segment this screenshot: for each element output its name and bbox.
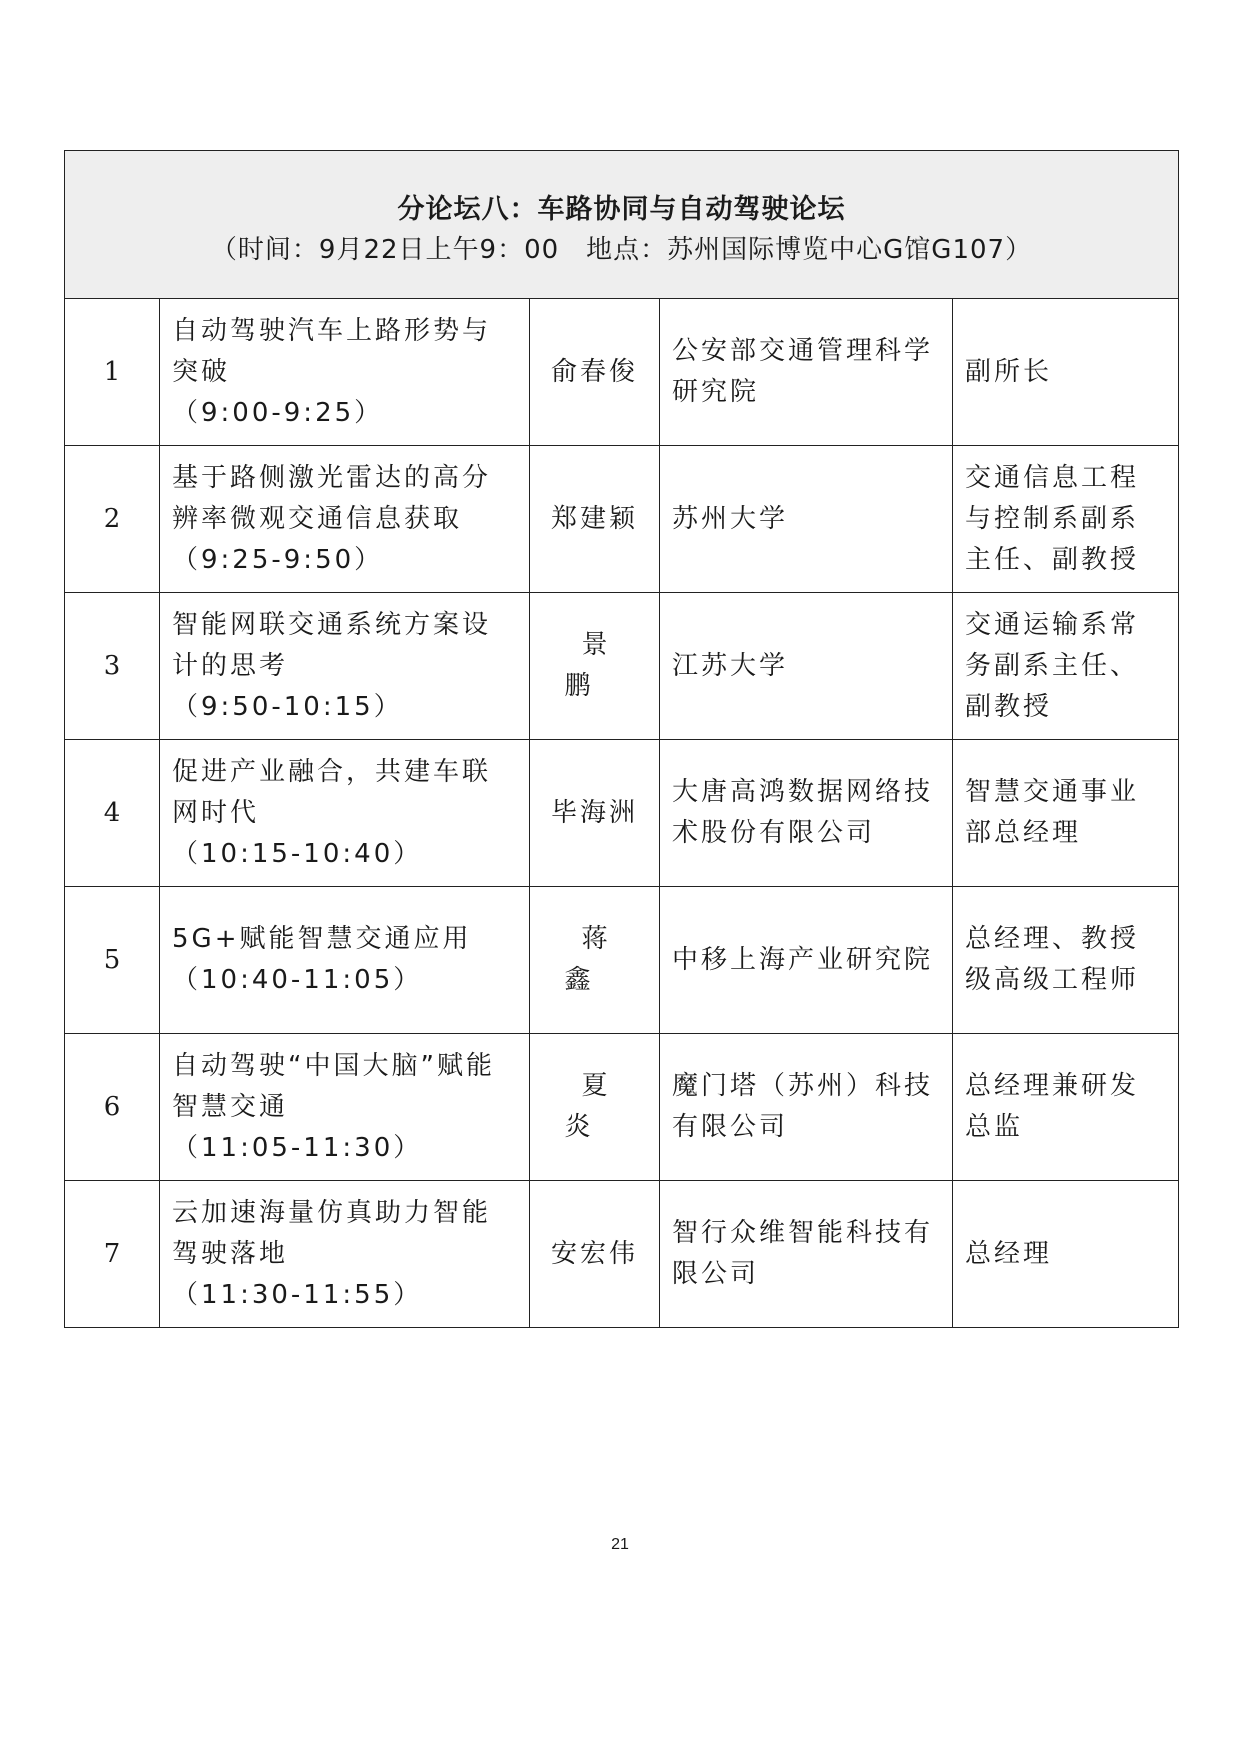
speaker-name-text: 夏炎 (564, 1071, 642, 1142)
topic-cell (160, 299, 530, 446)
topic-time: （11:05-11:30） (172, 1132, 423, 1163)
topic-cell (160, 1181, 530, 1328)
table-row (65, 446, 1179, 593)
forum-schedule-table (64, 150, 1179, 1328)
speaker-name: 郑建颖 (530, 446, 660, 593)
topic-title: 促进产业融合，共建车联网时代 (172, 756, 492, 828)
table-row (65, 740, 1179, 887)
organization: 中移上海产业研究院 (660, 887, 953, 1034)
speaker-title: 总经理 (953, 1181, 1179, 1328)
table-row (65, 299, 1179, 446)
forum-header (65, 151, 1179, 299)
speaker-title: 智慧交通事业部总经理 (953, 740, 1179, 887)
speaker-name (530, 593, 660, 740)
table-row (65, 1034, 1179, 1181)
table-row (65, 887, 1179, 1034)
topic-cell (160, 1034, 530, 1181)
topic-cell (160, 593, 530, 740)
forum-subtitle: （时间：9月22日上午9：00 地点：苏州国际博览中心G馆G107） (210, 234, 1033, 265)
organization: 魔门塔（苏州）科技有限公司 (660, 1034, 953, 1181)
organization: 大唐高鸿数据网络技术股份有限公司 (660, 740, 953, 887)
organization: 苏州大学 (660, 446, 953, 593)
topic-cell (160, 740, 530, 887)
topic-time: （10:40-11:05） (172, 965, 423, 995)
organization: 公安部交通管理科学研究院 (660, 299, 953, 446)
speaker-name-text: 蒋鑫 (564, 924, 642, 995)
topic-time: （9:25-9:50） (172, 544, 384, 575)
speaker-name (530, 887, 660, 1034)
topic-time: （10:15-10:40） (172, 838, 423, 869)
row-number: 1 (65, 299, 160, 446)
topic-time: （9:00-9:25） (172, 397, 384, 428)
topic-title: 基于路侧激光雷达的高分辨率微观交通信息获取 (172, 462, 492, 534)
row-number: 6 (65, 1034, 160, 1181)
topic-time: （11:30-11:55） (172, 1279, 423, 1310)
page-number: 21 (611, 1536, 629, 1553)
topic-cell (160, 887, 530, 1034)
forum-title: 分论坛八：车路协同与自动驾驶论坛 (397, 193, 846, 225)
table-row (65, 593, 1179, 740)
speaker-title: 总经理兼研发总监 (953, 1034, 1179, 1181)
speaker-name-text: 景鹏 (564, 630, 642, 701)
speaker-name: 俞春俊 (530, 299, 660, 446)
table-row (65, 1181, 1179, 1328)
speaker-title: 总经理、教授级高级工程师 (953, 887, 1179, 1034)
organization: 智行众维智能科技有限公司 (660, 1181, 953, 1328)
speaker-name (530, 1034, 660, 1181)
row-number: 4 (65, 740, 160, 887)
row-number: 2 (65, 446, 160, 593)
topic-title: 云加速海量仿真助力智能驾驶落地 (172, 1197, 492, 1269)
organization: 江苏大学 (660, 593, 953, 740)
topic-title: 5G+赋能智慧交通应用 (172, 924, 472, 954)
row-number: 3 (65, 593, 160, 740)
row-number: 7 (65, 1181, 160, 1328)
speaker-title: 交通运输系常务副系主任、副教授 (953, 593, 1179, 740)
speaker-title: 交通信息工程与控制系副系主任、副教授 (953, 446, 1179, 593)
topic-cell (160, 446, 530, 593)
row-number: 5 (65, 887, 160, 1034)
topic-time: （9:50-10:15） (172, 691, 403, 722)
topic-title: 智能网联交通系统方案设计的思考 (172, 609, 492, 681)
topic-title: 自动驾驶汽车上路形势与突破 (172, 315, 492, 387)
speaker-name: 毕海洲 (530, 740, 660, 887)
topic-title: 自动驾驶“中国大脑”赋能智慧交通 (172, 1050, 495, 1122)
speaker-name: 安宏伟 (530, 1181, 660, 1328)
speaker-title: 副所长 (953, 299, 1179, 446)
